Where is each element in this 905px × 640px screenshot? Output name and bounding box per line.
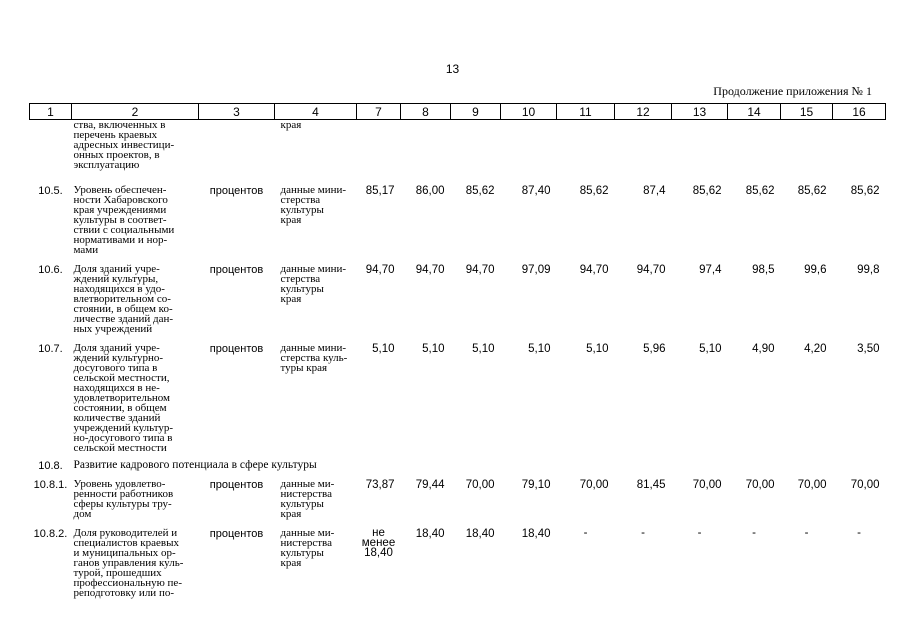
table-row xyxy=(30,525,886,598)
column-header: 13 xyxy=(672,104,728,120)
value-cell xyxy=(672,120,728,183)
value-cell: - xyxy=(641,527,645,539)
value-cell: 85,62 xyxy=(745,185,775,197)
value-cell: 94,70 xyxy=(465,264,495,276)
value-cell xyxy=(357,120,401,183)
column-header: 7 xyxy=(357,104,401,120)
value-cell: 70,00 xyxy=(465,479,495,491)
data-source: края xyxy=(280,119,302,131)
value-cell: 97,09 xyxy=(521,264,551,276)
table-row xyxy=(30,340,886,457)
value-cell: 94,70 xyxy=(365,264,395,276)
value-cell: 94,70 xyxy=(579,264,609,276)
value-cell: 5,10 xyxy=(699,343,722,355)
row-number: 10.6. xyxy=(38,264,63,276)
column-header: 2 xyxy=(72,104,199,120)
value-cell: 87,40 xyxy=(521,185,551,197)
value-cell xyxy=(451,120,501,183)
value-cell: 70,00 xyxy=(579,479,609,491)
value-cell xyxy=(615,120,672,183)
indicators-table xyxy=(29,103,886,598)
table-row xyxy=(30,182,886,261)
value-cell: 18,40 xyxy=(415,528,445,540)
data-source: данные мини- стерства культуры края xyxy=(280,263,347,305)
value-cell: 85,62 xyxy=(692,185,722,197)
table-row xyxy=(30,476,886,525)
value-cell: - xyxy=(697,527,702,539)
column-header: 10 xyxy=(501,104,557,120)
column-header: 3 xyxy=(199,104,275,120)
continuation-label: Продолжение приложения № 1 xyxy=(713,84,872,98)
value-cell: 99,8 xyxy=(857,264,880,276)
unit-of-measure: процентов xyxy=(209,264,264,276)
value-cell: 73,87 xyxy=(365,479,395,491)
section-heading: Развитие кадрового потенциала в сфере культуры xyxy=(73,459,317,471)
row-number: 10.7. xyxy=(38,343,63,355)
value-cell: - xyxy=(583,527,588,539)
value-cell: 87,4 xyxy=(643,185,666,197)
value-cell xyxy=(401,120,451,183)
header-row xyxy=(30,104,886,120)
unit-of-measure xyxy=(199,120,275,183)
indicator-name: Уровень удовлетво- ренности работников сферы культуры тру- дом xyxy=(73,478,174,520)
value-cell: 70,00 xyxy=(850,479,880,491)
value-cell: 5,10 xyxy=(422,343,445,355)
unit-of-measure: процентов xyxy=(209,185,264,197)
value-cell: 98,5 xyxy=(752,264,775,276)
indicator-name: ства, включенных в перечень краевых адресных инвестици- онных проектов, в эксплуатацию xyxy=(73,119,175,171)
value-cell: 79,10 xyxy=(521,479,551,491)
value-cell: не менее 18,40 xyxy=(361,527,396,559)
value-cell: 94,70 xyxy=(636,264,666,276)
value-cell: 85,62 xyxy=(850,185,880,197)
value-cell: - xyxy=(857,527,861,539)
value-cell: 3,50 xyxy=(857,343,880,355)
value-cell xyxy=(728,120,781,183)
column-header: 4 xyxy=(275,104,357,120)
value-cell: 86,00 xyxy=(415,185,445,197)
value-cell: - xyxy=(752,527,756,539)
column-header: 14 xyxy=(728,104,781,120)
value-cell xyxy=(833,120,886,183)
column-header: 1 xyxy=(30,104,72,120)
value-cell: - xyxy=(804,527,809,539)
value-cell: 70,00 xyxy=(745,479,775,491)
value-cell: 5,10 xyxy=(372,343,395,355)
table-row xyxy=(30,120,886,183)
row-number: 10.5. xyxy=(38,185,63,197)
value-cell xyxy=(557,120,615,183)
value-cell: 5,10 xyxy=(586,343,609,355)
table-row xyxy=(30,457,886,476)
value-cell: 4,90 xyxy=(752,343,775,355)
value-cell: 97,4 xyxy=(699,264,722,276)
column-header: 9 xyxy=(451,104,501,120)
row-number: 10.8.2. xyxy=(33,528,68,540)
value-cell: 85,62 xyxy=(797,185,827,197)
table-row xyxy=(30,261,886,340)
value-cell: 70,00 xyxy=(692,479,722,491)
row-number: 10.8.1. xyxy=(33,479,68,491)
value-cell: 70,00 xyxy=(797,479,827,491)
value-cell: 85,62 xyxy=(579,185,609,197)
value-cell: 99,6 xyxy=(804,264,827,276)
data-source: данные мини- стерства куль- туры края xyxy=(280,342,348,374)
column-header: 15 xyxy=(781,104,833,120)
value-cell: 81,45 xyxy=(636,479,666,491)
value-cell: 85,17 xyxy=(365,185,395,197)
value-cell: 94,70 xyxy=(415,264,445,276)
value-cell xyxy=(781,120,833,183)
unit-of-measure: процентов xyxy=(209,528,264,540)
indicator-name: Доля руководителей и специалистов краевых и муниципальных ор- ганов управления куль- турой, прошедших профессиональную пе- реподготовку или по- xyxy=(73,527,184,599)
column-header: 11 xyxy=(557,104,615,120)
value-cell: 5,10 xyxy=(528,343,551,355)
indicator-name: Доля зданий учре- ждений культурно- досугового типа в сельской местности, находящихся в не- удовлетворительном состоянии, в общем количестве зданий учреждений культур- но-досугового типа в сельской местности xyxy=(73,342,174,454)
column-header: 16 xyxy=(833,104,886,120)
page-number: 13 xyxy=(445,62,460,76)
value-cell: 5,96 xyxy=(643,343,666,355)
data-source: данные ми- нистерства культуры края xyxy=(280,478,335,520)
data-source: данные мини- стерства культуры края xyxy=(280,184,347,226)
column-header: 8 xyxy=(401,104,451,120)
value-cell xyxy=(501,120,557,183)
value-cell: 4,20 xyxy=(804,343,827,355)
table-body xyxy=(30,120,886,599)
column-header: 12 xyxy=(615,104,672,120)
value-cell: 18,40 xyxy=(521,528,551,540)
value-cell: 85,62 xyxy=(465,185,495,197)
value-cell: 5,10 xyxy=(472,343,495,355)
row-number xyxy=(30,120,72,183)
indicator-name: Уровень обеспечен- ности Хабаровского края учреждениями культуры в соответ- ствии с социальными нормативами и нор- мами xyxy=(73,184,175,256)
data-source: данные ми- нистерства культуры края xyxy=(280,527,335,569)
unit-of-measure: процентов xyxy=(209,479,264,491)
unit-of-measure: процентов xyxy=(209,343,264,355)
value-cell: 79,44 xyxy=(415,479,445,491)
indicator-name: Доля зданий учре- ждений культуры, находящихся в удо- влетворительном со- стоянии, в общем ко- личестве зданий дан- ных учреждений xyxy=(73,263,174,335)
value-cell: 18,40 xyxy=(465,528,495,540)
row-number: 10.8. xyxy=(38,460,63,472)
